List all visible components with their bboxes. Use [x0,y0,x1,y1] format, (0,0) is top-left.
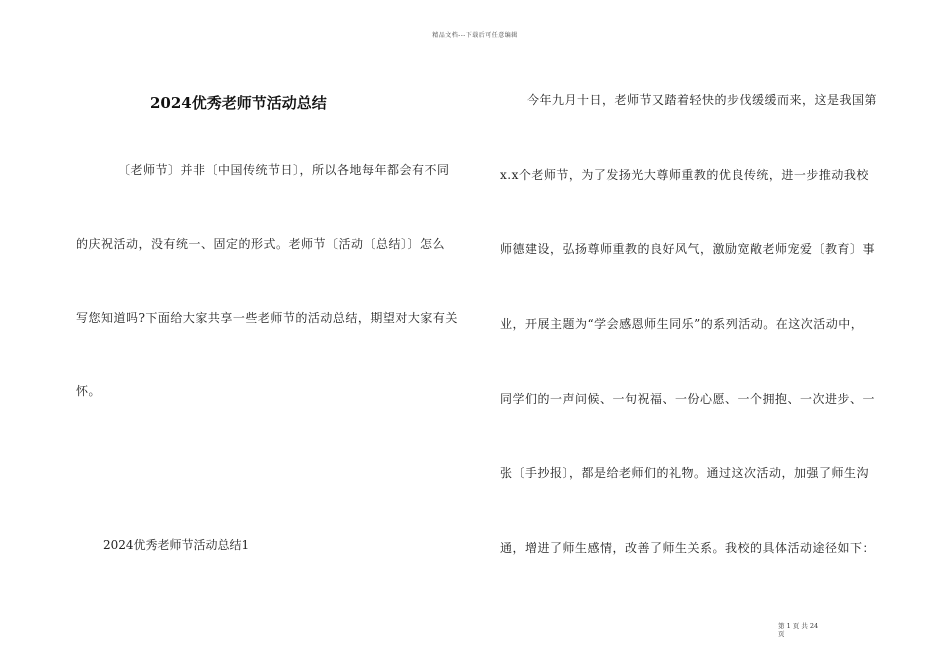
left-paragraph-line: 写您知道吗?下面给大家共享一些老师节的活动总结，期望对大家有关 [76,311,458,325]
page-number-line: 第 1 页 共 24 [778,622,819,630]
right-paragraph-line: 同学们的一声问候、一句祝福、一份心愿、一个拥抱、一次进步、一 [500,392,876,406]
page-number-unit: 页 [778,630,785,638]
left-paragraph-line: 〔老师节〕并非〔中国传统节日〕，所以各地每年都会有不同 [118,163,450,177]
section-subheading: 2024优秀老师节活动总结1 [103,538,250,552]
right-paragraph-line: 今年九月十日，老师节又踏着轻快的步伐缓缓而来，这是我国第 [527,93,878,107]
right-paragraph-line: 通，增进了师生感情，改善了师生关系。我校的具体活动途径如下： [500,541,876,555]
page-title: 2024优秀老师节活动总结 [150,94,327,112]
page-number-footer [778,622,838,638]
right-paragraph-line: 业，开展主题为“学会感恩师生同乐”的系列活动。在这次活动中， [500,317,864,331]
left-paragraph-line: 怀。 [76,384,102,398]
right-paragraph-line: x.x个老师节，为了发扬光大尊师重教的优良传统，进一步推动我校 [500,168,869,182]
right-paragraph-line: 张〔手抄报〕，都是给老师们的礼物。通过这次活动，加强了师生沟 [500,466,870,480]
header-note: 精品文档---下载后可任意编辑 [432,32,518,39]
right-paragraph-line: 师德建设，弘扬尊师重教的良好风气，激励宽敞老师宠爱〔教育〕事 [500,242,876,256]
left-paragraph-line: 的庆祝活动，没有统一、固定的形式。老师节〔活动〔总结〕〕怎么 [76,237,446,251]
